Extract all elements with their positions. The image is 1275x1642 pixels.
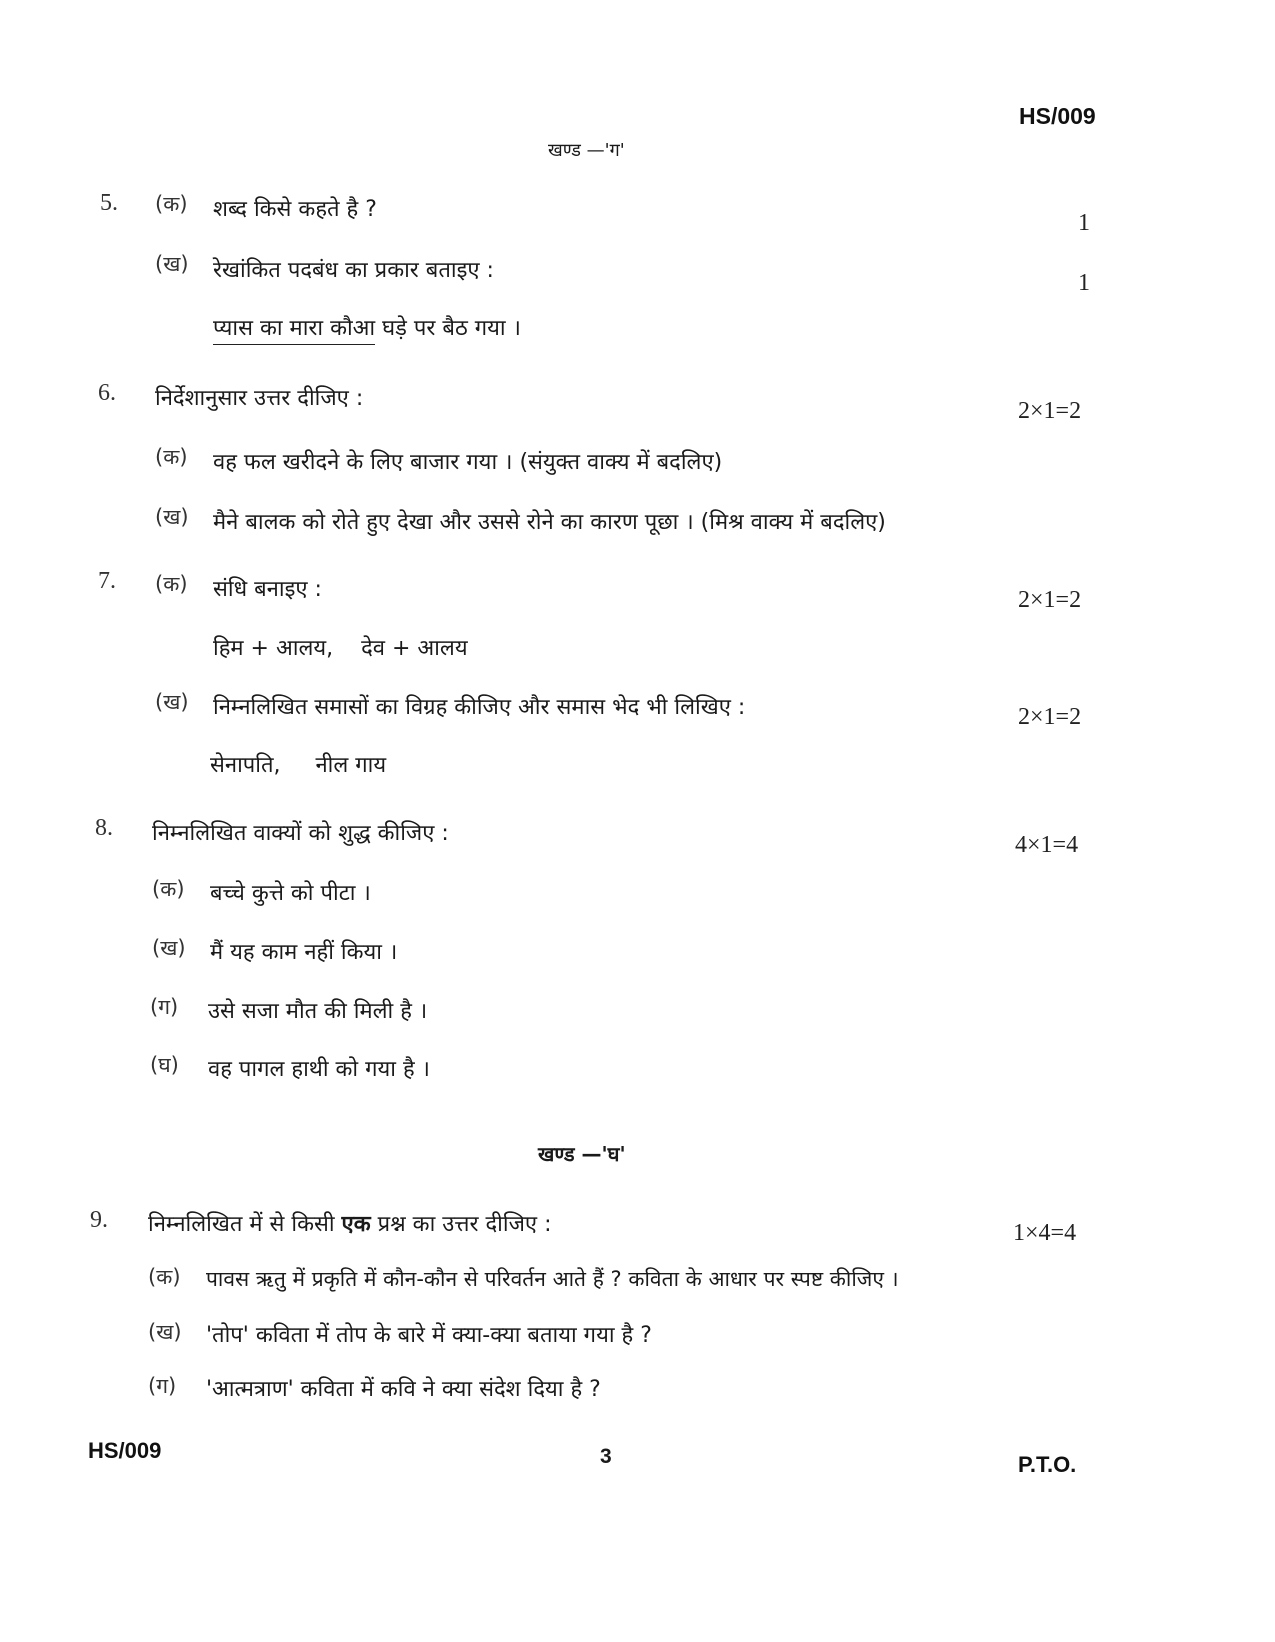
q5a-marks: 1 (1078, 210, 1090, 236)
q8-marks: 4×1=4 (1015, 832, 1079, 858)
q5a-text: शब्द किसे कहते है ? (213, 197, 377, 222)
q8a-label: (क) (152, 877, 185, 901)
q6-marks: 2×1=2 (1018, 398, 1082, 424)
q8b-text: मैं यह काम नहीं किया । (210, 940, 398, 965)
q9b-label: (ख) (148, 1320, 182, 1344)
section-g-heading: खण्ड —'ग' (548, 140, 625, 161)
q8c-text: उसे सजा मौत की मिली है । (208, 999, 428, 1024)
q7a-label: (क) (155, 572, 188, 596)
q7b-marks: 2×1=2 (1018, 704, 1082, 730)
q8b-label: (ख) (152, 936, 186, 960)
q5-number: 5. (100, 190, 118, 216)
q5b-marks: 1 (1078, 270, 1090, 296)
q5a-label: (क) (155, 192, 188, 216)
q7b-label: (ख) (155, 690, 189, 714)
q6-text: निर्देशानुसार उत्तर दीजिए : (155, 386, 364, 411)
q9-text-pre: निम्नलिखित में से किसी (148, 1212, 342, 1237)
q9-marks: 1×4=4 (1013, 1220, 1077, 1246)
q5b-text: रेखांकित पदबंध का प्रकार बताइए : (213, 258, 494, 283)
q8c-label: (ग) (150, 995, 179, 1019)
q8-number: 8. (95, 815, 113, 841)
q7a-marks: 2×1=2 (1018, 587, 1082, 613)
q6-number: 6. (98, 380, 116, 406)
underlined-phrase: प्यास का मारा कौआ (213, 316, 375, 345)
q8a-text: बच्चे कुत्ते को पीटा । (210, 881, 371, 906)
q9a-text: पावस ऋतु में प्रकृति में कौन-कौन से परिवर्तन आते हैं ? कविता के आधार पर स्पष्ट कीजिए । (206, 1267, 899, 1291)
q6a-label: (क) (155, 445, 188, 469)
q9c-label: (ग) (148, 1374, 177, 1398)
q5b-sentence (213, 312, 521, 342)
q8-text: निम्नलिखित वाक्यों को शुद्ध कीजिए : (152, 821, 449, 846)
q5b-label: (ख) (155, 252, 189, 276)
q9-text-post: प्रश्न का उत्तर दीजिए : (370, 1212, 552, 1237)
q7a-text: संधि बनाइए : (213, 577, 322, 602)
paper-code-header: HS/009 (1019, 103, 1096, 129)
section-gh-heading: खण्ड —'घ' (538, 1142, 626, 1166)
q7b-items: सेनापति, नील गाय (210, 753, 387, 778)
q6a-text: वह फल खरीदने के लिए बाजार गया । (संयुक्त वाक्य में बदलिए) (213, 450, 723, 475)
q7-number: 7. (98, 568, 116, 594)
paper-code-footer: HS/009 (88, 1438, 162, 1463)
q6b-label: (ख) (155, 505, 189, 529)
q6b-text: मैने बालक को रोते हुए देखा और उससे रोने का कारण पूछा । (मिश्र वाक्य में बदलिए) (213, 510, 886, 535)
q9-text (148, 1208, 551, 1238)
q9c-text: 'आत्मत्राण' कविता में कवि ने क्या संदेश दिया है ? (206, 1377, 601, 1402)
pto-label: P.T.O. (1018, 1452, 1077, 1477)
q9-number: 9. (90, 1207, 108, 1233)
q9-text-bold: एक (341, 1212, 371, 1237)
q8d-label: (घ) (150, 1053, 179, 1077)
q9b-text: 'तोप' कविता में तोप के बारे में क्या-क्या बताया गया है ? (206, 1323, 652, 1348)
q9a-label: (क) (148, 1265, 181, 1289)
q8d-text: वह पागल हाथी को गया है । (208, 1057, 430, 1082)
page-number: 3 (600, 1445, 612, 1468)
sentence-rest: घड़े पर बैठ गया । (375, 316, 521, 341)
q7a-items: हिम + आलय, देव + आलय (213, 636, 468, 661)
q7b-text: निम्नलिखित समासों का विग्रह कीजिए और समास भेद भी लिखिए : (213, 695, 746, 720)
